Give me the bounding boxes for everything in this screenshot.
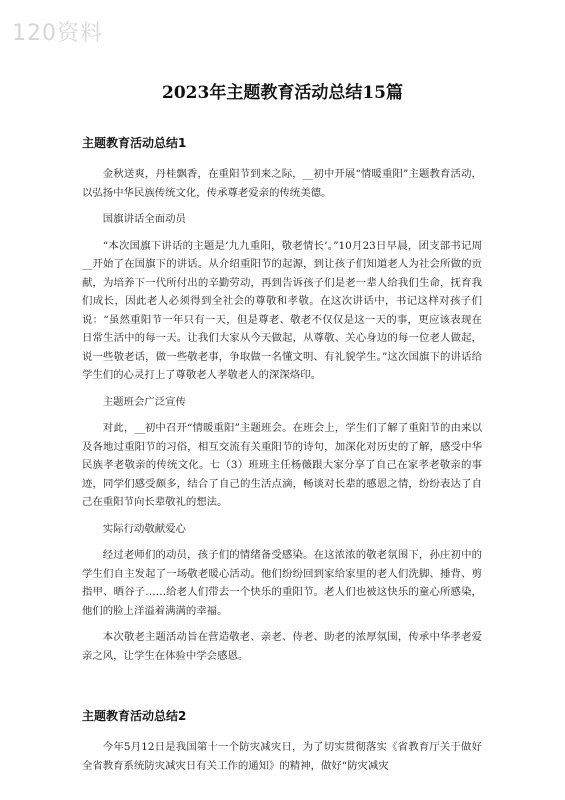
section-2	[82, 707, 482, 775]
subheading: 实际行动敬献爱心	[102, 522, 186, 535]
paragraph: 本次敬老主题活动旨在营造敬老、亲老、侍老、助老的浓厚氛围，传承中华孝老爱亲之风，让学生在体验中学会感恩。	[82, 631, 482, 662]
section-heading: 主题教育活动总结1	[82, 136, 187, 150]
paragraph: 今年5月12日是我国第十一个防灾减灾日，为了切实贯彻落实《省教育厅关于做好全省教育系统防灾减灾日有关工作的通知》的精神，做好“防灾减灾	[82, 741, 482, 772]
section-1	[82, 134, 482, 665]
document-body	[82, 134, 482, 783]
paragraph: “本次国旗下讲话的主题是‘九九重阳，敬老情长’。”10月23日早晨，团支部书记周__开始了在国旗下的讲话。从介绍重阳节的起源，到让孩子们知道老人为社会所做的贡献，为培养下一代所付出的辛勤劳动，再到告诉孩子们是老一辈人给我们生命，抚育我们成长，因此老人必须得到全社会的尊敬和孝敬。在这次讲话中，书记这样对孩子们说：“虽然重阳节一年只有一天，但是尊老、敬老不仅仅是这一天的事，更应该表现在日常生活中的每一天。让我们大家从今天做起，从尊敬、关心身边的每一位老人做起，说一些敬老话，做一些敬老事，争取做一名懂文明、有礼貌学生。”这次国旗下的讲话给学生们的心灵打上了尊敬老人孝敬老人的深深烙印。	[82, 239, 482, 381]
paragraph: 金秋送爽，丹桂飘香，在重阳节到来之际，__初中开展“情暖重阳”主题教育活动，以弘扬中华民族传统文化，传承尊老爱亲的传统美德。	[82, 168, 482, 199]
document-title: 2023年主题教育活动总结15篇	[162, 83, 403, 103]
subheading: 国旗讲话全面动员	[102, 213, 186, 225]
watermark: 120资料	[12, 21, 103, 46]
paragraph: 经过老师们的动员，孩子们的情绪备受感染。在这浓浓的敬老氛围下，孙庄初中的学生们自主发起了一场敬老暖心活动。他们纷纷回到家给家里的老人们洗脚、捶背、剪指甲、晒谷子……给老人们带去一个快乐的重阳节。老人们也被这快乐的童心所感染，他们的脸上洋溢着满满的幸福。	[82, 549, 482, 617]
paragraph: 对此，__初中召开“情暖重阳”主题班会。在班会上，学生们了解了重阳节的由来以及各地过重阳节的习俗，相互交流有关重阳节的诗句，加深化对历史的了解，感受中华民族孝老敬亲的传统文化。七（3）班班主任杨薇跟大家分享了自己在家孝老敬亲的事迹，同学们感受颇多，结合了自己的生活点滴，畅谈对长辈的感恩之情，纷纷表达了自己在重阳节向长辈敬礼的想法。	[82, 422, 482, 508]
section-heading: 主题教育活动总结2	[82, 709, 187, 723]
subheading: 主题班会广泛宣传	[102, 395, 186, 408]
